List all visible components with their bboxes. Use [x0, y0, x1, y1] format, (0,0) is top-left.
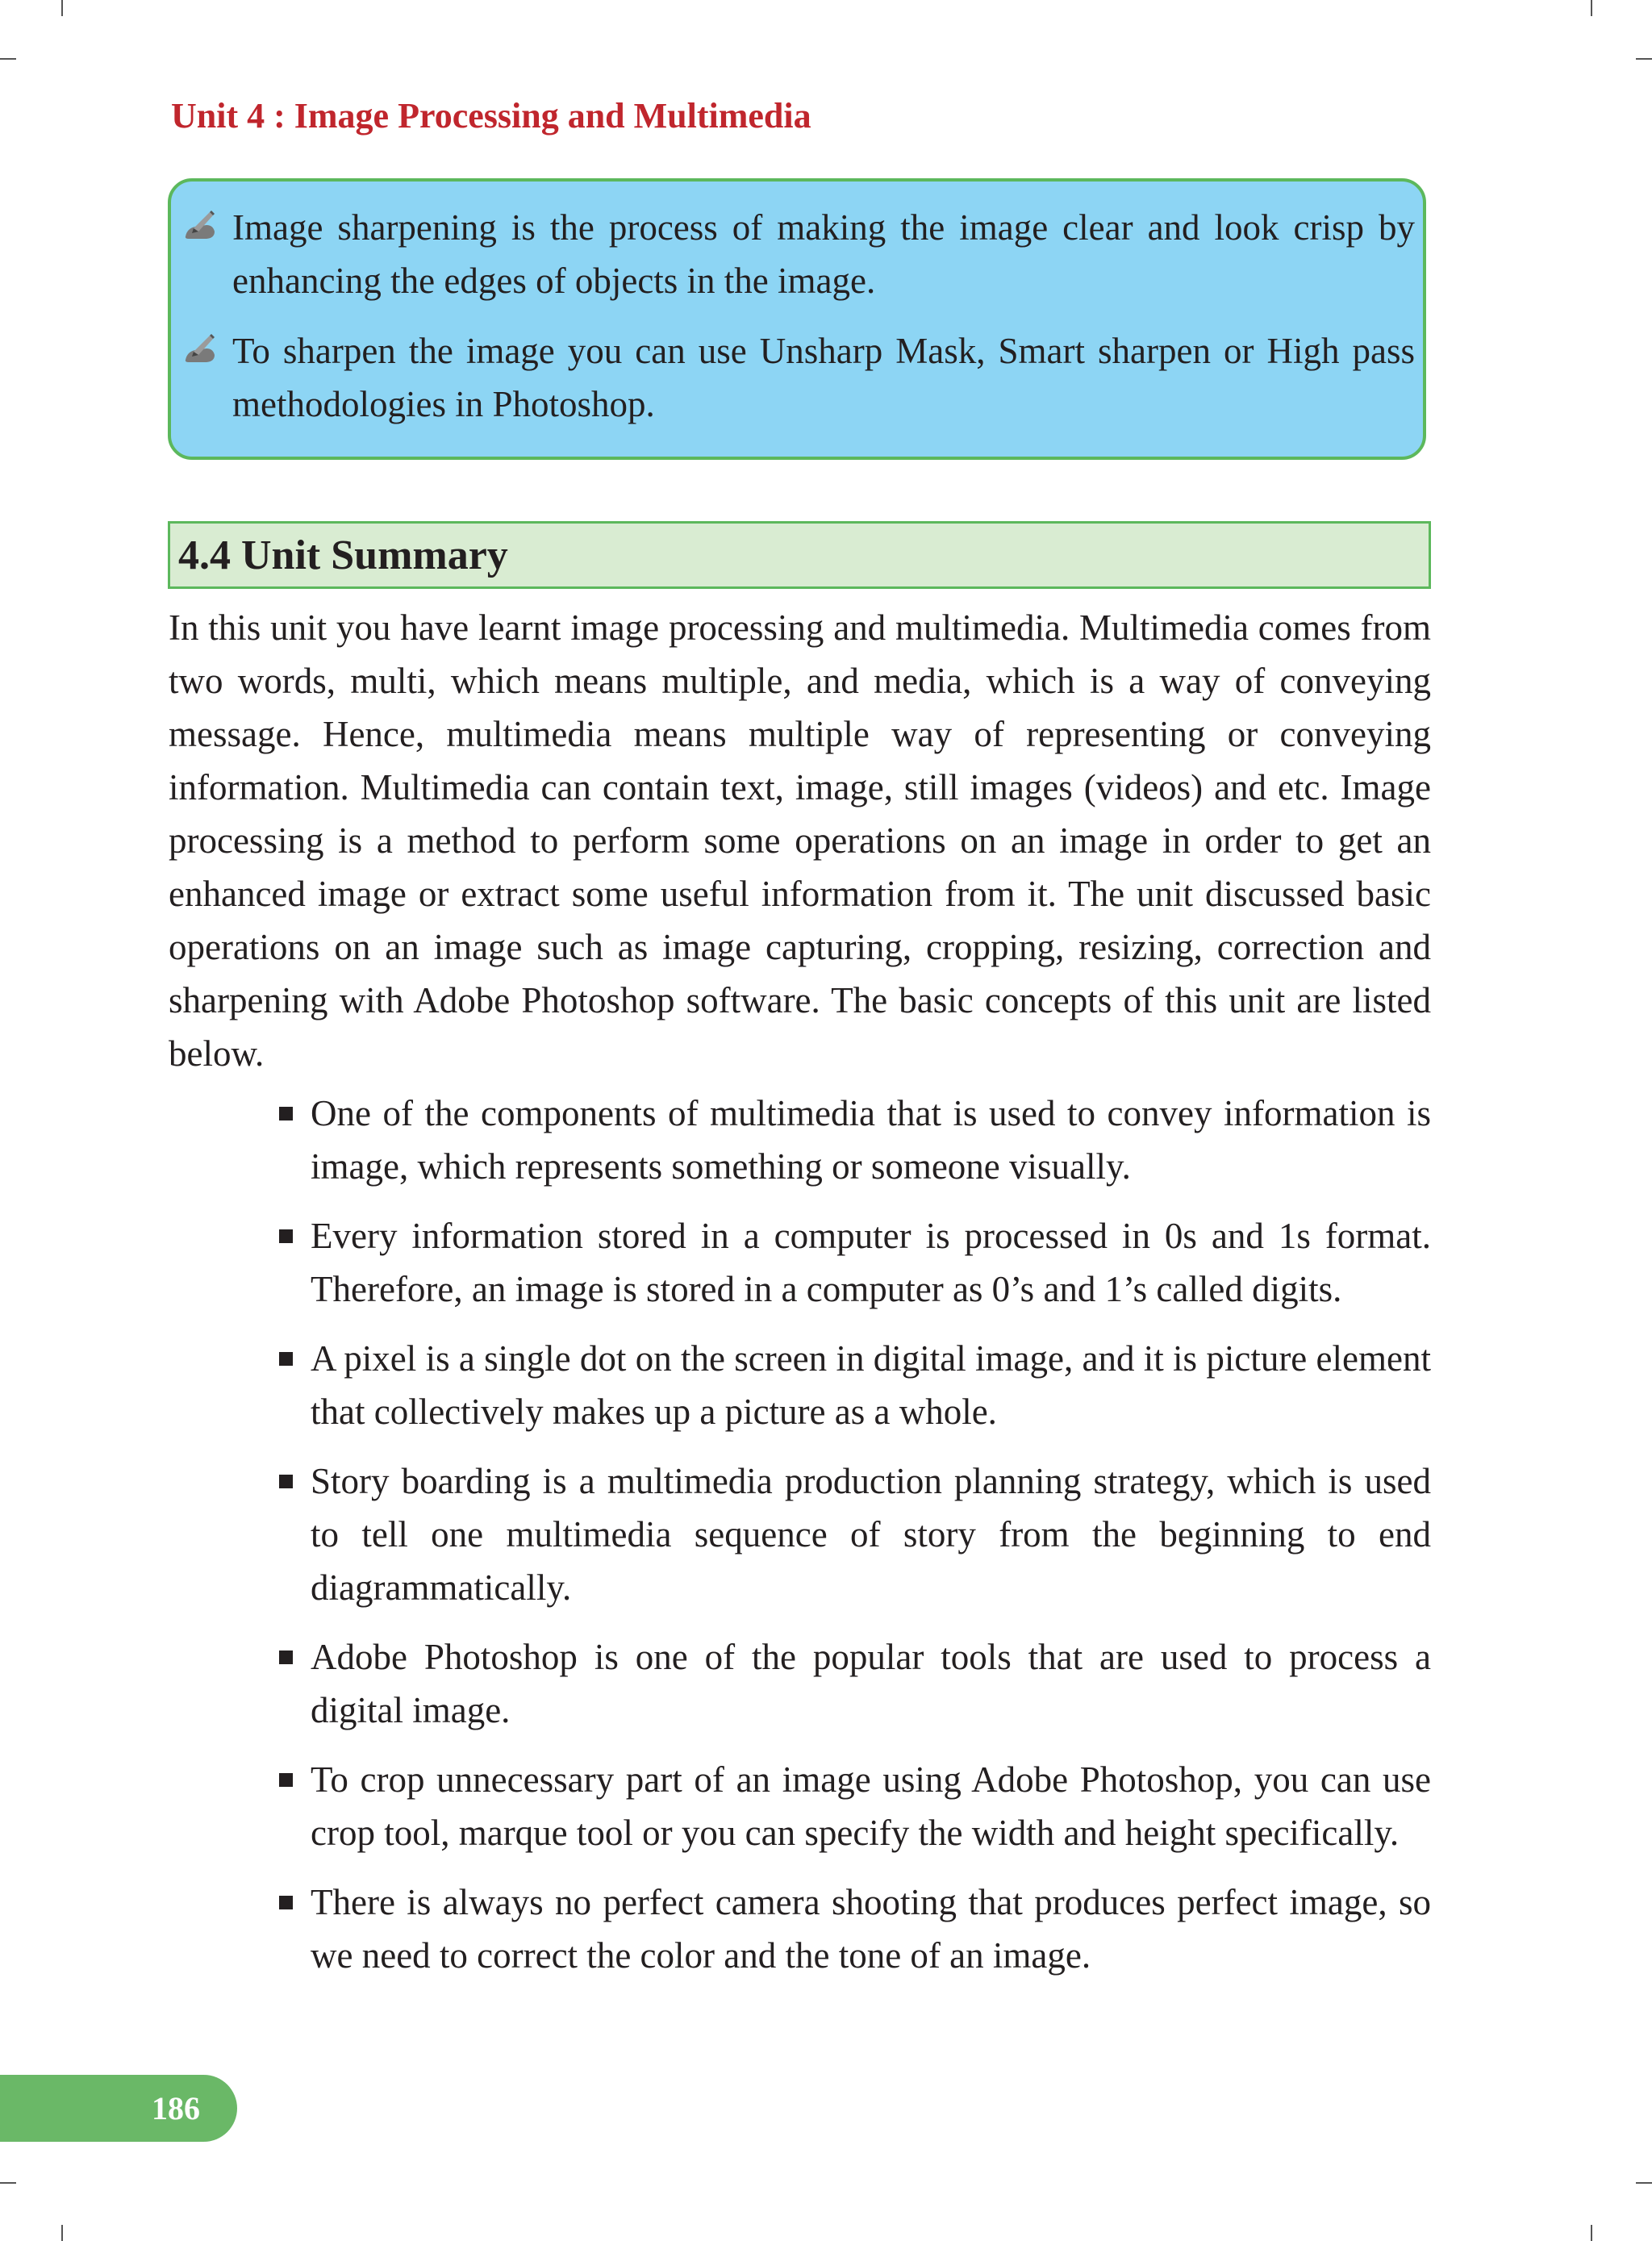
crop-mark: [0, 58, 16, 60]
crop-mark: [0, 2182, 16, 2184]
crop-mark: [1591, 0, 1592, 16]
tip-item: [232, 201, 1415, 307]
list-item: There is always no perfect camera shooting that produces perfect image, so we need to correct the color and the tone of an image.: [311, 1876, 1431, 1982]
crop-mark: [1591, 2225, 1592, 2241]
tip-box: [168, 178, 1426, 460]
square-bullet-icon: [279, 1896, 293, 1909]
list-item: To crop unnecessary part of an image using Adobe Photoshop, you can use crop tool, marque tool or you can specify the width and height specifically.: [311, 1753, 1431, 1859]
summary-paragraph: In this unit you have learnt image processing and multimedia. Multimedia comes from two words, multi, which means multiple, and media, which is a way of conveying message. Hence, multimedia means multiple way of representing or conveying information. Multimedia can contain text, image, still images (videos) and etc. Image processing is a method to perform some operations on an image in order to get an enhanced image or extract some useful information from it. The unit discussed basic operations on an image such as image capturing, cropping, resizing, correction and sharpening with Adobe Photoshop software. The basic concepts of this unit are listed below.: [169, 607, 1431, 1074]
section-heading: [168, 521, 1431, 589]
crop-mark: [1636, 58, 1652, 60]
unit-title: Unit 4 : Image Processing and Multimedia: [171, 96, 811, 136]
square-bullet-icon: [279, 1773, 293, 1787]
square-bullet-icon: [279, 1107, 293, 1120]
list-item: Story boarding is a multimedia production planning strategy, which is used to tell one multimedia sequence of story from the beginning to end diagrammatically.: [311, 1454, 1431, 1614]
list-item: Adobe Photoshop is one of the popular tools that are used to process a digital image.: [311, 1630, 1431, 1737]
section-heading-text: 4.4 Unit Summary: [178, 532, 508, 578]
pencil-hand-icon: [182, 209, 218, 241]
square-bullet-icon: [279, 1650, 293, 1664]
square-bullet-icon: [279, 1475, 293, 1488]
tip-item: [232, 324, 1415, 431]
summary-bullet-list: [311, 1087, 1431, 1998]
page-number-tab: [0, 2075, 237, 2142]
crop-mark: [61, 0, 63, 16]
tip-text: Image sharpening is the process of making the image clear and look crisp by enhancing the edges of objects in the image.: [232, 207, 1415, 301]
list-item: One of the components of multimedia that is used to convey information is image, which represents something or someone visually.: [311, 1087, 1431, 1193]
crop-mark: [1636, 2182, 1652, 2184]
pencil-hand-icon: [182, 332, 218, 365]
page-number: 186: [152, 2090, 200, 2126]
tip-text: To sharpen the image you can use Unsharp Mask, Smart sharpen or High pass methodologies in Photoshop.: [232, 331, 1415, 424]
square-bullet-icon: [279, 1229, 293, 1243]
crop-mark: [61, 2225, 63, 2241]
list-item: A pixel is a single dot on the screen in digital image, and it is picture element that collectively makes up a picture as a whole.: [311, 1332, 1431, 1438]
square-bullet-icon: [279, 1352, 293, 1366]
list-item: Every information stored in a computer is processed in 0s and 1s format. Therefore, an image is stored in a computer as 0’s and 1’s called digits.: [311, 1209, 1431, 1316]
